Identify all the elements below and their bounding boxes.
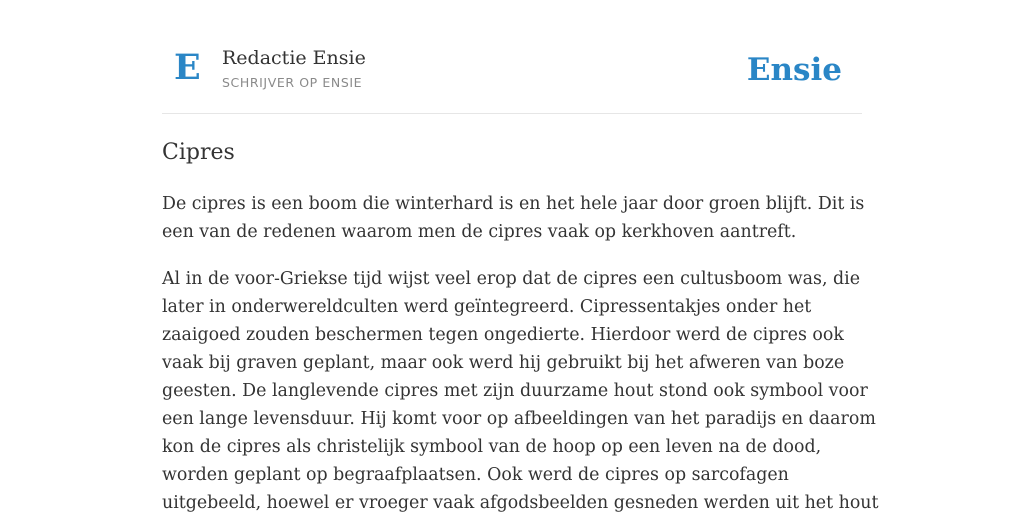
definition-card xyxy=(162,0,879,512)
text-line: vaak bij graven geplant, maar ook werd hij gebruikt bij het afweren van boze xyxy=(162,353,845,373)
text-line: De cipres is een boom die winterhard is en het hele jaar door groen blijft. Dit is xyxy=(162,194,865,214)
text-line: worden geplant op begraafplaatsen. Ook werd de cipres op sarcofagen xyxy=(162,465,789,485)
text-line: zaaigoed zouden beschermen tegen ongedierte. Hierdoor werd de cipres ook xyxy=(162,325,844,345)
text-line: uitgebeeld, hoewel er vroeger vaak afgodsbeelden gesneden werden uit het hout xyxy=(162,493,879,512)
paragraph-2 xyxy=(162,265,879,512)
author-avatar[interactable]: E xyxy=(174,47,201,88)
text-line: Al in de voor-Griekse tijd wijst veel erop dat de cipres een cultusboom was, die xyxy=(162,269,861,289)
card-header xyxy=(162,0,862,114)
text-line: een lange levensduur. Hij komt voor op afbeeldingen van het paradijs en daarom xyxy=(162,409,876,429)
brand-logo[interactable]: Ensie xyxy=(746,52,842,88)
text-line: een van de redenen waarom men de cipres vaak op kerkhoven aantreft. xyxy=(162,222,797,242)
article-body xyxy=(162,190,879,512)
author-role: SCHRIJVER OP ENSIE xyxy=(222,75,363,90)
article-title: Cipres xyxy=(162,140,235,165)
paragraph-1 xyxy=(162,190,865,246)
text-line: kon de cipres als christelijk symbool van de hoop op een leven na de dood, xyxy=(162,437,822,457)
text-line: later in onderwereldculten werd geïntegreerd. Cipressentakjes onder het xyxy=(162,297,812,317)
author-name[interactable]: Redactie Ensie xyxy=(222,47,366,69)
text-line: geesten. De langlevende cipres met zijn duurzame hout stond ook symbool voor xyxy=(162,381,868,401)
